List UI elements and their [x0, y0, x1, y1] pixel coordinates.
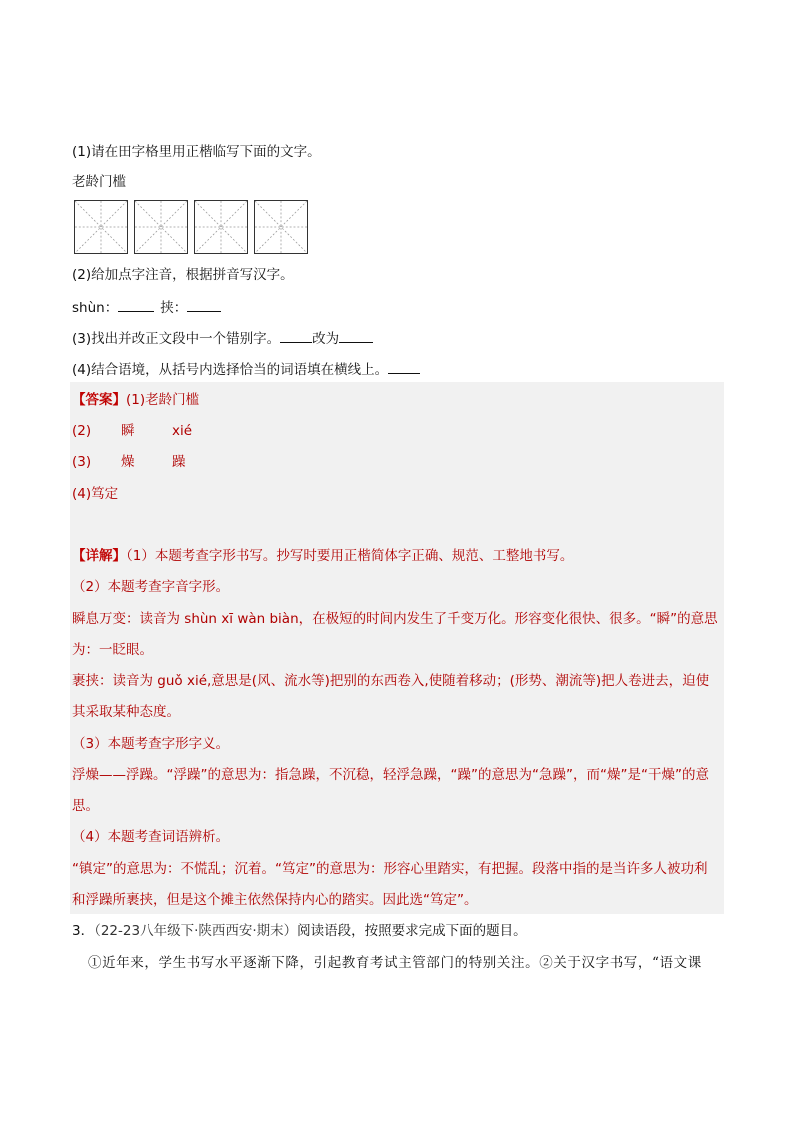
answer-2-number: (2) — [72, 423, 92, 439]
answer-2-pinyin: xié — [172, 423, 193, 439]
tianzi-cell[interactable] — [194, 200, 248, 254]
detail-3-line-1: 浮燥——浮躁。“浮躁”的意思为：指急躁，不沉稳，轻浮急躁，“躁”的意思为“急躁”，而“燥”是“干燥”的意 — [72, 767, 709, 783]
answer-blank[interactable] — [118, 297, 154, 312]
detail-2-line-3: 裹挟：读音为 guǒ xié,意思是(风、流水等)把别的东西卷入,使随着移动；(形势、潮流等)把人卷进去，迫使 — [72, 673, 710, 689]
reading-passage: ①近年来，学生书写水平逐渐下降，引起教育考试主管部门的特别关注。②关于汉字书写，“语文课 — [88, 955, 702, 971]
answer-1: (1)老龄门槛 — [126, 392, 200, 408]
detail-4-heading: （4）本题考查词语辨析。 — [72, 829, 230, 845]
question-number: 3． — [72, 923, 95, 939]
subquestion-2-blanks — [72, 297, 221, 318]
change-label: 改为 — [312, 331, 340, 347]
tianzi-cell[interactable] — [134, 200, 188, 254]
detail-2-line-1: 瞬息万变：读音为 shùn xī wàn biàn，在极短的时间内发生了千变万化。形容变化很快、很多。“瞬”的意思 — [72, 611, 718, 627]
subquestion-3-text: (3)找出并改正文段中一个错别字。 — [72, 331, 281, 347]
question-3 — [72, 921, 527, 941]
detail-2-line-2: 为：一眨眼。 — [72, 642, 153, 658]
answer-3-wrong-char: 燥 — [121, 454, 135, 470]
answer-3-number: (3) — [72, 454, 92, 470]
pinyin-label: shùn： — [72, 300, 119, 316]
detail-line-1 — [72, 546, 573, 566]
detail-3-line-2: 思。 — [72, 798, 99, 814]
answer-2-char: 瞬 — [121, 423, 135, 439]
subquestion-2: (2)给加点字注音，根据拼音写汉字。 — [72, 267, 294, 283]
detail-2-heading: （2）本题考查字音字形。 — [72, 579, 230, 595]
detail-1: （1）本题考查字形书写。抄写时要用正楷简体字正确、规范、工整地书写。 — [126, 548, 574, 564]
detail-4-line-1: “镇定”的意思为：不慌乱；沉着。“笃定”的意思为：形容心里踏实，有把握。段落中指的是当许多人被功利 — [72, 861, 708, 877]
question-prompt: 阅读语段，按照要求完成下面的题目。 — [297, 923, 527, 939]
answer-line-1 — [72, 390, 199, 410]
answer-3-correct-char: 躁 — [172, 454, 186, 470]
answer-blank[interactable] — [339, 328, 373, 343]
detail-3-heading: （3）本题考查字形字义。 — [72, 736, 230, 752]
detail-4-line-2: 和浮躁所裹挟，但是这个摊主依然保持内心的踏实。因此选“笃定”。 — [72, 892, 478, 908]
answer-blank[interactable] — [388, 359, 420, 374]
answer-tag: 【答案】 — [72, 392, 126, 408]
subquestion-4-text: (4)结合语境，从括号内选择恰当的词语填在横线上。 — [72, 362, 389, 378]
detail-2-line-4: 其采取某种态度。 — [72, 704, 180, 720]
answer-blank[interactable] — [187, 297, 221, 312]
detail-tag: 【详解】 — [72, 548, 126, 564]
tianzi-cell[interactable] — [74, 200, 128, 254]
question-source: （22-23八年级下·陕西西安·期末） — [94, 923, 298, 939]
answer-4: (4)笃定 — [72, 486, 119, 502]
subquestion-3 — [72, 328, 373, 349]
tianzi-grid — [74, 200, 308, 254]
tianzi-cell[interactable] — [254, 200, 308, 254]
copy-words: 老龄门槛 — [72, 174, 126, 190]
answer-blank[interactable] — [280, 328, 312, 343]
subquestion-1: (1)请在田字格里用正楷临写下面的文字。 — [72, 144, 321, 160]
subquestion-4 — [72, 359, 420, 380]
char-label: 挟： — [160, 300, 188, 316]
